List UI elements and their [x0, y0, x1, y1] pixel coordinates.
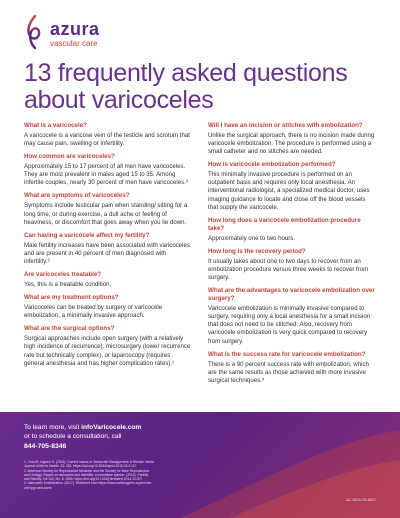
faq-column-right [208, 122, 376, 390]
reference-line: and Urology. Report on varicocele and infertility: a committee opinion. (2014). Fertility [24, 472, 149, 477]
faq-item [208, 122, 376, 156]
brand-subtitle: vascular care [50, 39, 98, 48]
faq-answer: Varicoceles can be treated by surgery or varicocele embolization, a minimally invasive approach. [24, 304, 163, 320]
faq-question: How common are varicoceles? [24, 153, 115, 161]
faq-item [24, 122, 192, 148]
faq-answer: There is a 90 percent success rate with embolization, which are the same results as those achieved with more invasive surgical techniques.³ [208, 360, 369, 384]
faq-item [208, 217, 376, 243]
faq-item [208, 351, 376, 385]
faq-item [208, 248, 376, 282]
faq-question: Are varicoceles treatable? [24, 271, 102, 279]
document-id: AZ-VADU-00-8007 [346, 498, 376, 502]
faq-answer: Approximately one to two hours. [208, 234, 296, 242]
faq-answer: Varicocele embolization is minimally invasive compared to surgery, requiring only a local anesthesia for a small incision that does not need to be stitched. Also, recovery from varicocele embolization is very quick compared to recovery from surgery. [208, 305, 371, 345]
faq-item [24, 232, 192, 266]
faq-item [24, 325, 192, 367]
faq-question: What are my treatment options? [24, 294, 119, 302]
reference-line: Journal of Men's Health. 33: 281. https://doi.org/10.5534/wjmh.2015.33.3.117 [24, 464, 137, 469]
footer-banner [0, 412, 400, 518]
reference-line: 1. Chiu M, Ingham S. (2015). Current Issues in Varicocele Management: A Review. World [24, 460, 154, 464]
faq-question: What are the advantages to varicocele embolization over surgery? [208, 287, 375, 303]
faq-question: How long is the recovery period? [208, 247, 306, 255]
reference-line: 2. American Society for Reproductive Medicine and the Society for Male Reproduction [24, 468, 150, 473]
cta-line-2: or to schedule a consultation, call [24, 432, 122, 440]
faq-answer: A varicocele is a varicose vein of the testicle and scrotum that may cause pain, swelling or infertility. [24, 132, 190, 148]
brand-name: azura [50, 19, 100, 39]
faq-column-left [24, 122, 192, 373]
faq-question: What are symptoms of varicoceles? [24, 192, 130, 200]
faq-question: Will I have an incision or stitches with embolization? [208, 122, 363, 129]
faq-answer: Yes, this is a treatable condition. [24, 281, 112, 289]
faq-question: How is varicocele embolization performed? [208, 161, 336, 169]
references [24, 460, 274, 490]
faq-item [208, 161, 376, 211]
faq-question: What is the success rate for varicocele embolization? [208, 350, 366, 358]
faq-answer: Male fertility increases have been associated with varicoceles and are present in 40 percent of men diagnosed with infertility.² [24, 241, 190, 265]
azura-logo-icon [24, 14, 44, 50]
faq-item [208, 287, 376, 345]
faq-question: How long does a varicocele embolization procedure take? [208, 216, 361, 232]
faq-item [24, 153, 192, 187]
reference-line: and Sterility. Vol 102, No. 6. 1556. https://doi.org/10.1016/j.fertnstert.2014.10.007 [24, 477, 143, 482]
brand-text [50, 20, 100, 49]
faq-question: What are the surgical options? [24, 325, 115, 333]
brand-header [24, 14, 224, 54]
faq-answer: Approximately 15 to 17 percent of all men have varicoceles. They are most prevalent in males aged 15 to 35. Among infertile couples, nearly 30 percent of men have varicoceles.³ [24, 163, 188, 187]
reference-line: 3. Varicocele Embolization. (2017). Retrieved from https://www.radiologyinfo.org/en/info. [24, 481, 153, 486]
faq-answer: Unlike the surgical approach, there is no incision made during varicocele embolization. The procedure is performed using a small catheter and no stitches are needed. [208, 132, 375, 156]
faq-item [24, 192, 192, 226]
footer-content [24, 424, 274, 490]
cta-prefix: To learn more, visit [24, 424, 82, 431]
reference-line: cfm?pg=varicocele [24, 485, 52, 490]
cta-line-1 [24, 424, 274, 433]
faq-item [24, 294, 192, 320]
website-link[interactable]: infoVaricocele.com [81, 424, 142, 431]
faq-question: Can having a varicocele affect my fertility? [24, 231, 150, 239]
faq-answer: Surgical approaches include open surgery (with a relatively high incidence of recurrence), microsurgery (lower recurrence rate but technically complex), or laparoscopy (requires general anesthesia and has higher complication rates).¹ [24, 335, 191, 367]
page-title: 13 frequently asked questions about varicoceles [24, 59, 348, 114]
faq-item [24, 271, 192, 289]
faq-answer: It usually takes about one to two days to recover from an embolization procedure versus three weeks to recover from surgery. [208, 257, 369, 282]
faq-answer: Symptoms include testicular pain when standing/ sitting for a long time, or during exercise, a dull ache or feeling of heaviness, or discomfort that goes away when you lie down. [24, 202, 188, 226]
faq-answer: This minimally invasive procedure is performed on an outpatient basis and requires only local anesthesia. An interventional radiologist, a specialized medical doctor, uses imaging guidance to locate and close off the blood vessels that supply the varicocele. [208, 171, 370, 211]
phone-number[interactable]: 844-705-8346 [24, 443, 67, 450]
faq-question: What is a varicocele? [24, 122, 87, 129]
